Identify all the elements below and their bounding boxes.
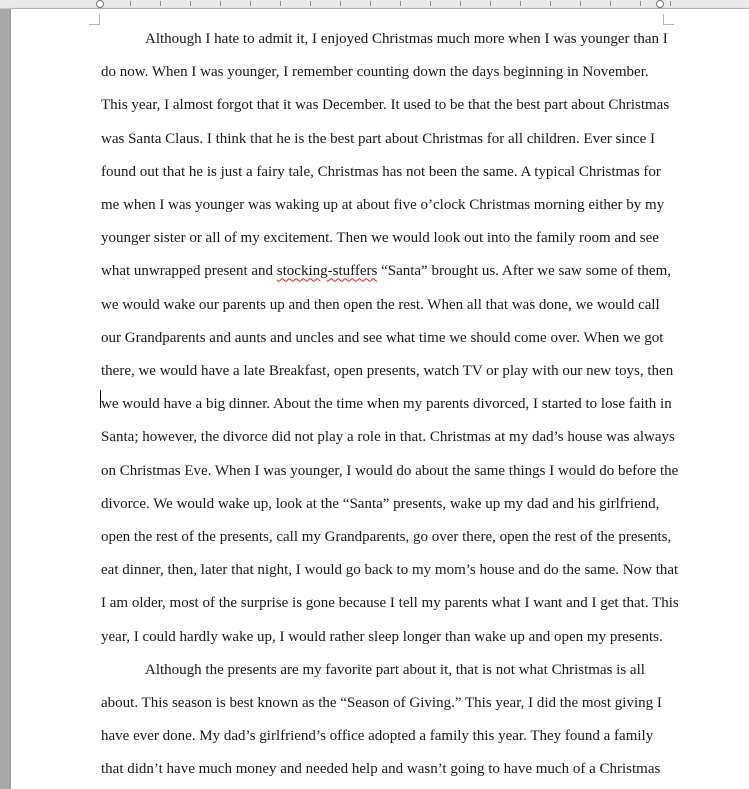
text-line: This year, I almost forgot that it was December. It used to be that the best part about Christmas [101, 97, 670, 114]
ruler-tick [520, 1, 521, 6]
text-line: on Christmas Eve. When I was younger, I would do about the same things I would do before the [101, 462, 679, 479]
text-line: we would wake our parents up and then open the rest. When all that was done, we would call [101, 296, 660, 313]
text-line: Although the presents are my favorite part about it, that is not what Christmas is all [145, 661, 645, 678]
ruler-tick [610, 1, 611, 6]
text-segment: “Santa” brought us. After we saw some of them, [377, 263, 672, 280]
left-indent-marker[interactable] [96, 0, 104, 8]
document-page[interactable] [11, 9, 749, 789]
ruler-tick [400, 1, 401, 6]
ruler-tick [670, 1, 671, 6]
text-line: divorce. We would wake up, look at the “Santa” presents, wake up my dad and his girlfriend, [101, 495, 660, 512]
paragraph[interactable] [101, 654, 671, 787]
ruler-tick [220, 1, 221, 6]
text-line: was Santa Claus. I think that he is the best part about Christmas for all children. Ever since I [101, 130, 656, 147]
text-line: do now. When I was younger, I remember counting down the days beginning in November. [101, 64, 649, 81]
text-segment: what unwrapped present and [101, 263, 277, 280]
ruler-tick [370, 1, 371, 6]
ruler-tick [640, 1, 641, 6]
text-line: about. This season is best known as the “Season of Giving.” This year, I did the most giving I [101, 695, 662, 712]
ruler-tick [580, 1, 581, 6]
horizontal-ruler[interactable] [0, 0, 749, 9]
text-line: me when I was younger was waking up at about five o’clock Christmas morning either by my [101, 197, 665, 214]
misspelled-word: stocking-stuffers [276, 263, 378, 280]
ruler-tick [430, 1, 431, 6]
ruler-tick [160, 1, 161, 6]
text-line: there, we would have a late Breakfast, open presents, watch TV or play with our new toys, then [101, 363, 674, 380]
text-line: found out that he is just a fairy tale, Christmas has not been the same. A typical Christmas for [101, 163, 661, 180]
text-cursor [100, 390, 101, 408]
text-line: have ever done. My dad’s girlfriend’s office adopted a family this year. They found a family [101, 728, 654, 745]
ruler-tick [490, 1, 491, 6]
text-line: open the rest of the presents, call my Grandparents, go over there, open the rest of the presents, [101, 529, 672, 546]
document-body[interactable] [101, 23, 679, 787]
text-line: we would have a big dinner. About the time when my parents divorced, I started to lose faith in [101, 396, 672, 413]
margin-corner-top-left [89, 14, 100, 25]
text-line: younger sister or all of my excitement. Then we would look out into the family room and see [101, 230, 659, 247]
ruler-tick [280, 1, 281, 6]
ruler-tick [190, 1, 191, 6]
ruler-tick [310, 1, 311, 6]
paragraph[interactable] [101, 23, 679, 654]
text-line: eat dinner, then, later that night, I would go back to my mom’s house and do the same. Now that [101, 562, 679, 579]
text-line: Santa; however, the divorce did not play a role in that. Christmas at my dad’s house was always [101, 429, 675, 446]
text-line: our Grandparents and aunts and uncles and see what time we should come over. When we got [101, 329, 664, 346]
text-line: I am older, most of the surprise is gone because I tell my parents what I want and I get that. This [101, 595, 679, 612]
text-line [101, 255, 671, 288]
text-line: year, I could hardly wake up, I would rather sleep longer than wake up and open my presents. [101, 628, 663, 645]
text-line: Although I hate to admit it, I enjoyed Christmas much more when I was younger than I [145, 31, 668, 47]
ruler-tick [460, 1, 461, 6]
ruler-tick [340, 1, 341, 6]
text-line: that didn’t have much money and needed help and wasn’t going to have much of a Christmas [101, 761, 661, 778]
ruler-tick [130, 1, 131, 6]
ruler-tick [550, 1, 551, 6]
ruler-tick [250, 1, 251, 6]
right-indent-marker[interactable] [656, 0, 664, 8]
